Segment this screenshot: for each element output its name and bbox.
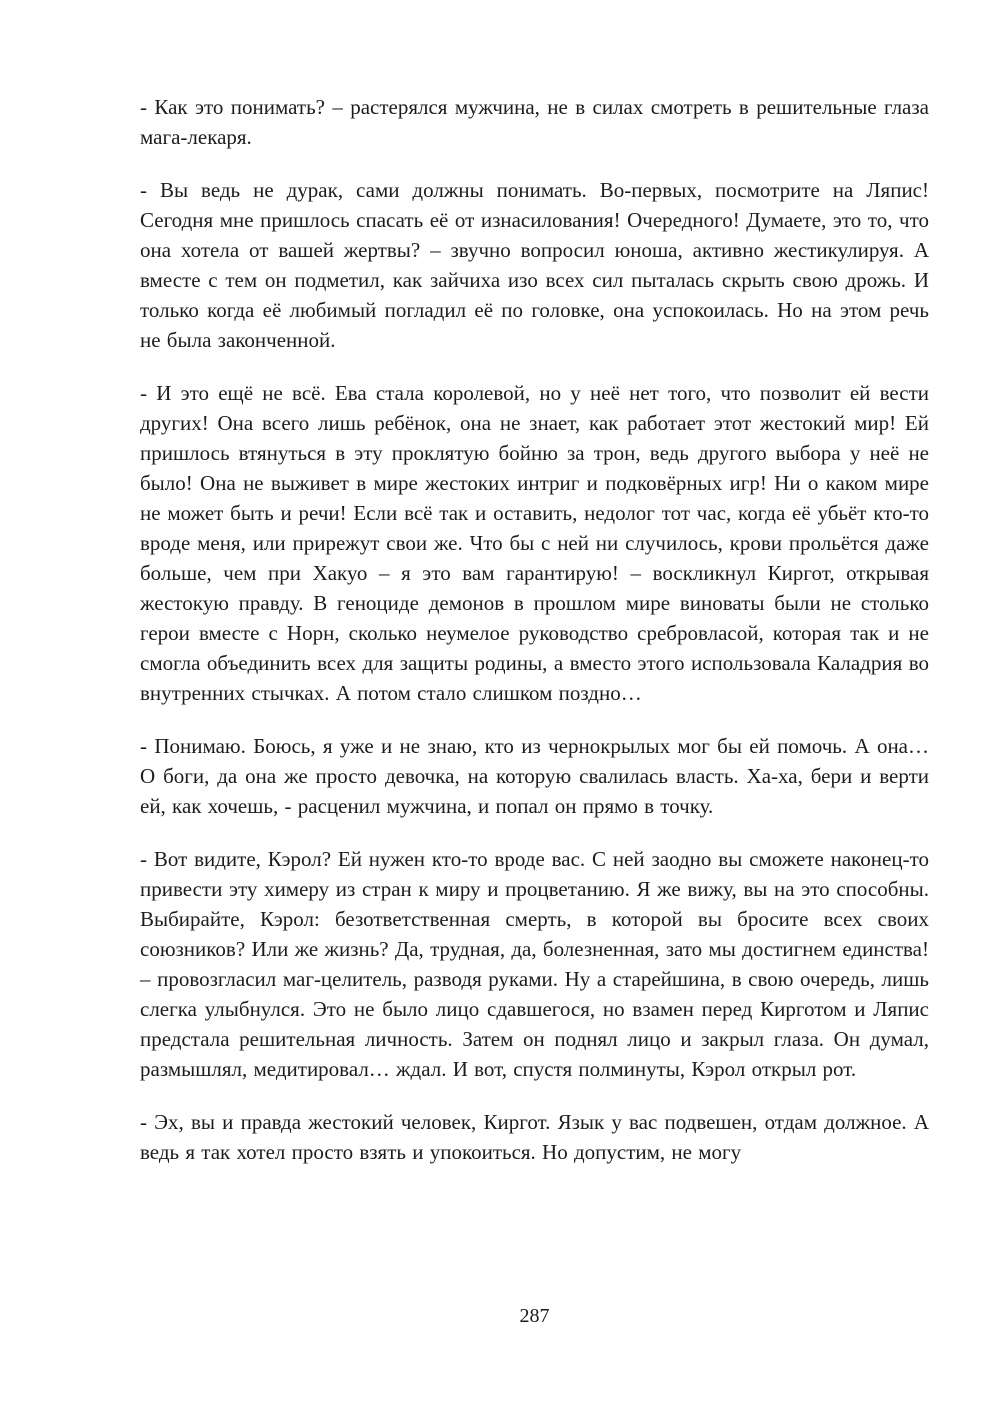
paragraph-5: - Вот видите, Кэрол? Ей нужен кто-то вроде вас. С ней заодно вы сможете наконец-то привести эту химеру из стран к миру и процветанию. Я же вижу, вы на это способны. Выбирайте, Кэрол: безответственная смерть, в которой вы бросите всех своих союзников? Или же жизнь? Да, трудная, да, болезненная, зато мы достигнем единства! – провозгласил маг-целитель, разводя руками. Ну а старейшина, в свою очередь, лишь слегка улыбнулся. Это не было лицо сдавшегося, но взамен перед Кирготом и Ляпис предстала решительная личность. Затем он поднял лицо и закрыл глаза. Он думал, размышлял, медитировал… ждал. И вот, спустя полминуты, Кэрол открыл рот.	[140, 847, 929, 1081]
text-block	[140, 92, 929, 1167]
paragraph-3: - И это ещё не всё. Ева стала королевой, но у неё нет того, что позволит ей вести других! Она всего лишь ребёнок, она не знает, как работает этот жестокий мир! Ей пришлось втянуться в эту проклятую бойню за трон, ведь другого выбора у неё не было! Она не выживет в мире жестоких интриг и подковёрных игр! Ни о каком мире не может быть и речи! Если всё так и оставить, недолог тот час, когда её убьёт кто-то вроде меня, или прирежут свои же. Что бы с ней ни случилось, крови прольётся даже больше, чем при Хакуо – я это вам гарантирую! – воскликнул Киргот, открывая жестокую правду. В геноциде демонов в прошлом мире виноваты были не столько герои вместе с Норн, сколько неумелое руководство сребровласой, которая так и не смогла объединить всех для защиты родины, а вместо этого использовала Каладрия во внутренних стычках. А потом стало слишком поздно…	[140, 381, 929, 705]
paragraph-1: - Как это понимать? – растерялся мужчина, не в силах смотреть в решительные глаза мага-лекаря.	[140, 95, 929, 149]
paragraph-4: - Понимаю. Боюсь, я уже и не знаю, кто из чернокрылых мог бы ей помочь. А она… О боги, да она же просто девочка, на которую свалилась власть. Ха-ха, бери и верти ей, как хочешь, - расценил мужчина, и попал он прямо в точку.	[140, 734, 929, 818]
paragraph-2: - Вы ведь не дурак, сами должны понимать. Во-первых, посмотрите на Ляпис! Сегодня мне пришлось спасать её от изнасилования! Очередного! Думаете, это то, что она хотела от вашей жертвы? – звучно вопросил юноша, активно жестикулируя. А вместе с тем он подметил, как зайчиха изо всех сил пыталась скрыть свою дрожь. И только когда её любимый погладил её по головке, она успокоилась. Но на этом речь не была законченной.	[140, 178, 929, 352]
page-number: 287	[519, 1305, 550, 1327]
paragraph-6: - Эх, вы и правда жестокий человек, Киргот. Язык у вас подвешен, отдам должное. А ведь я так хотел просто взять и упокоиться. Но допустим, не могу	[140, 1110, 929, 1164]
